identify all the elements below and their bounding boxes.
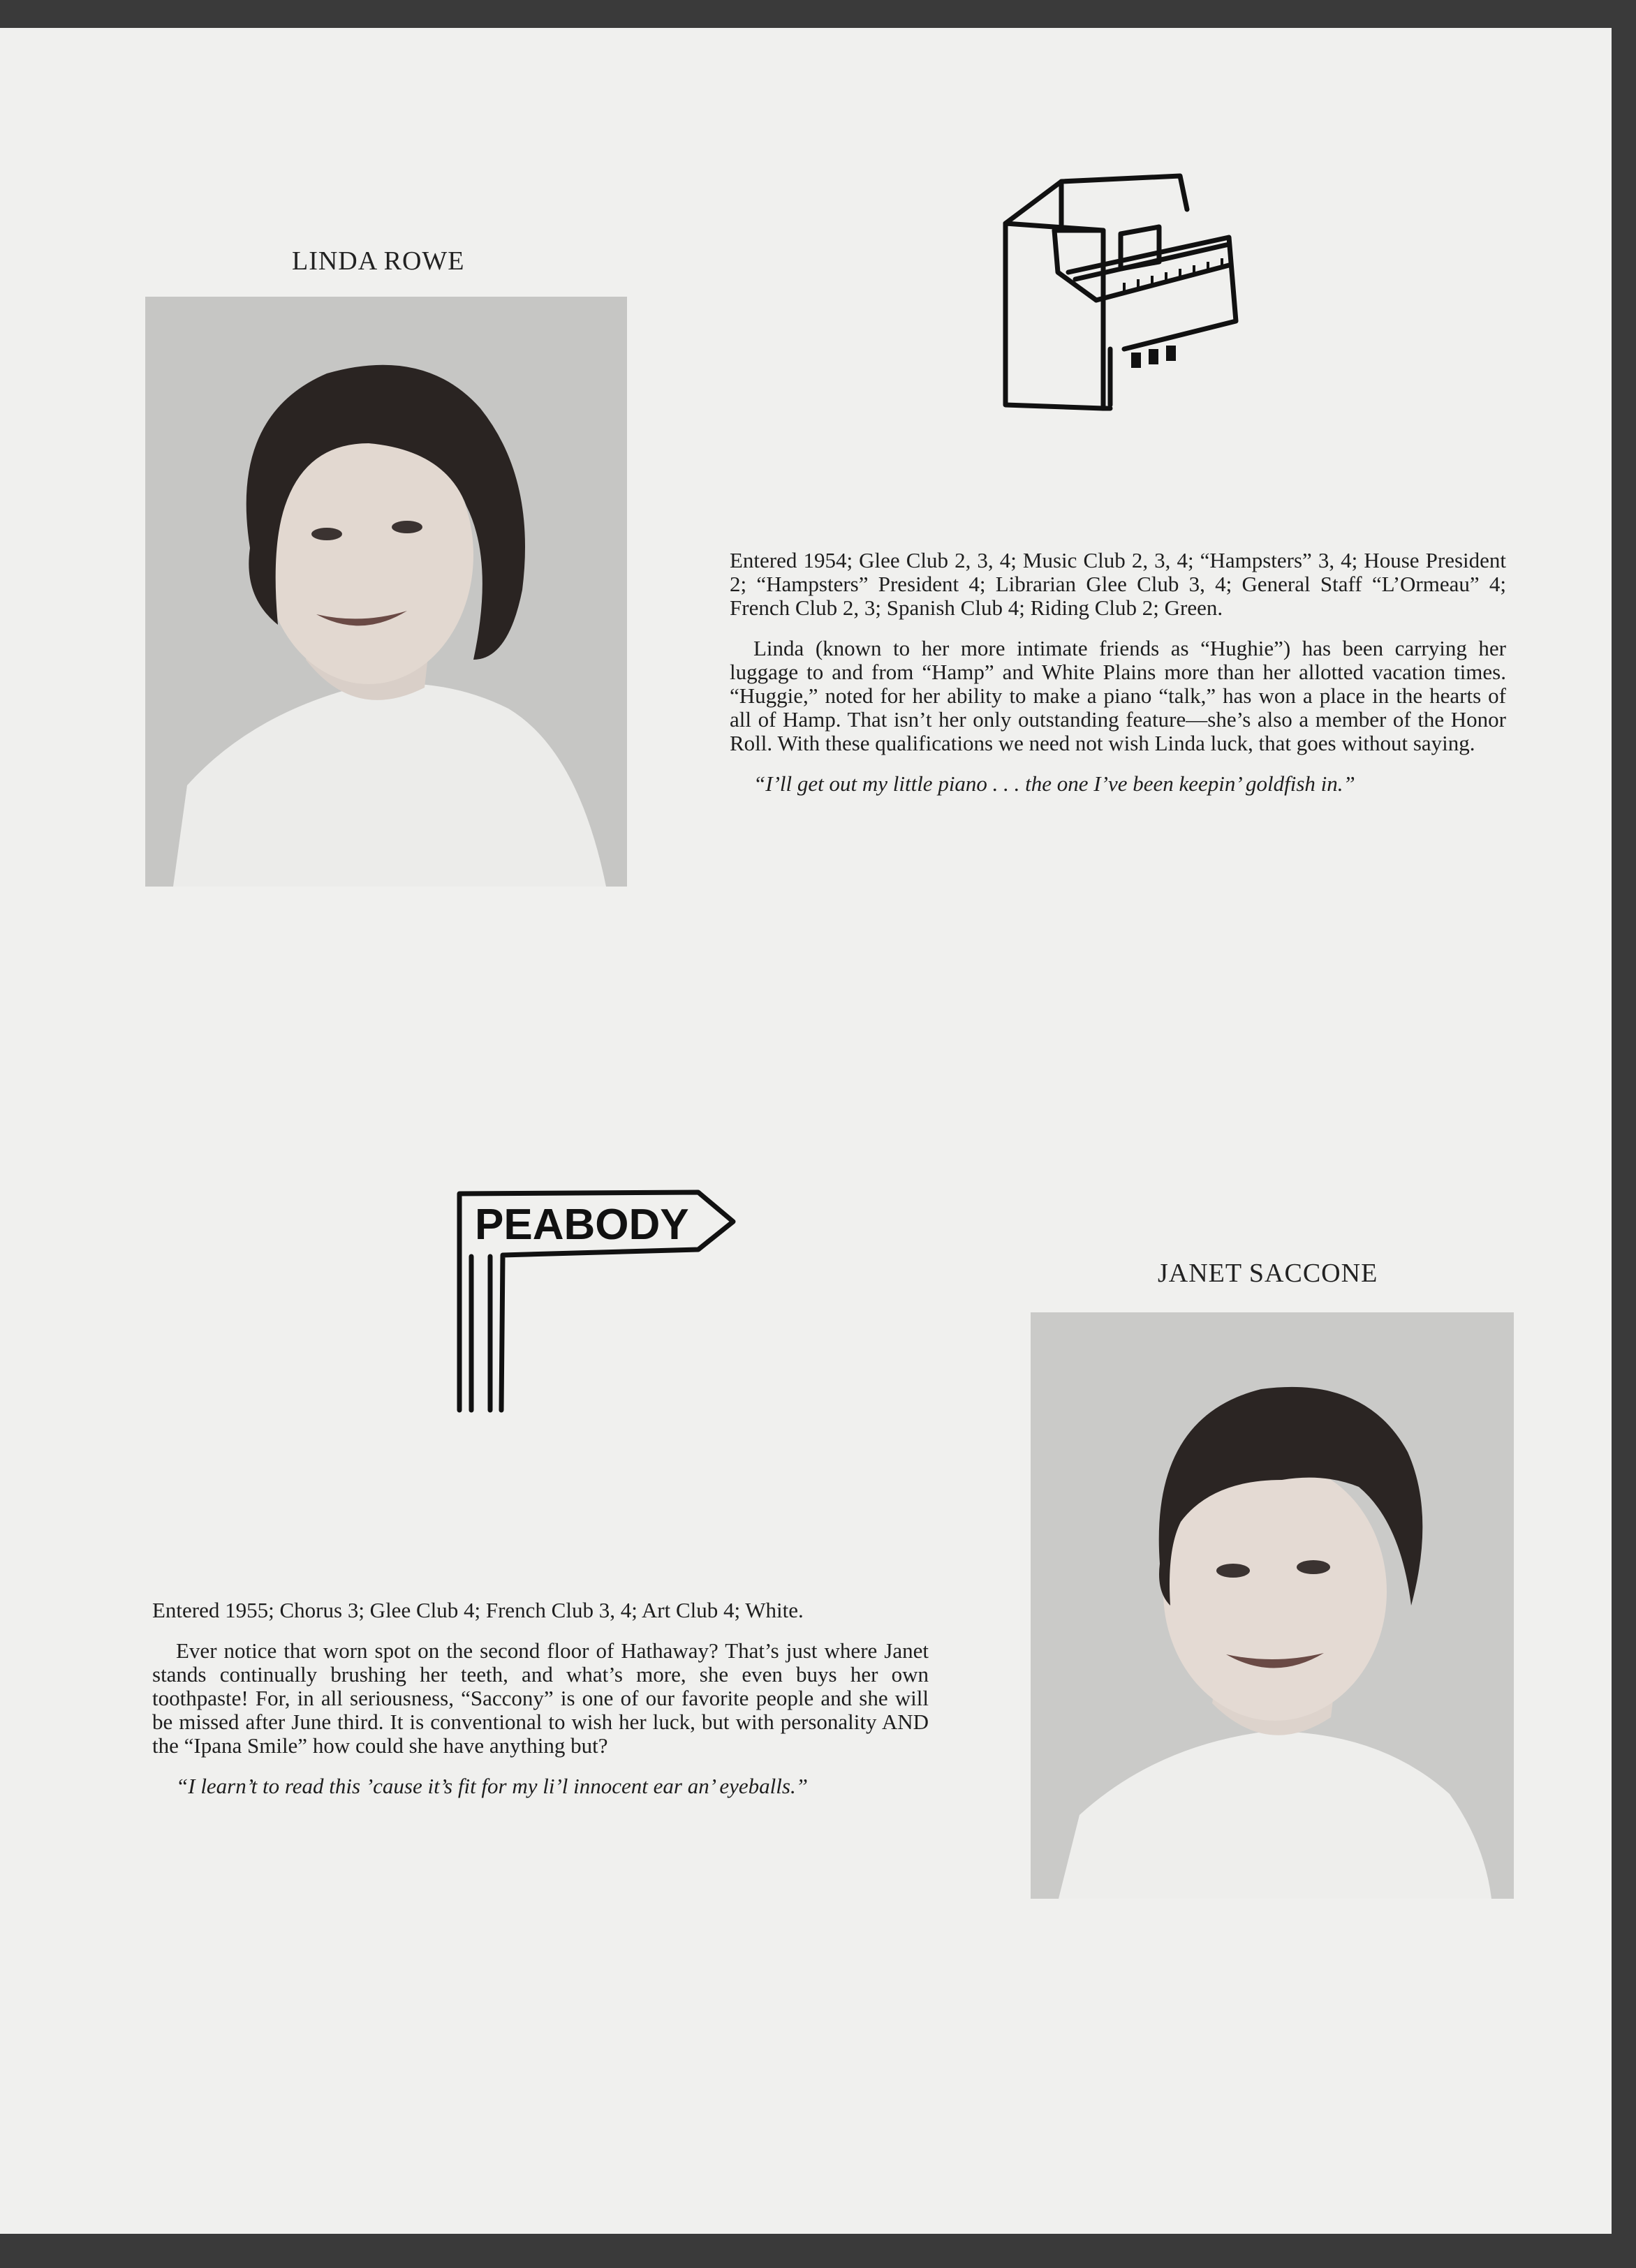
peabody-signpost-sketch (447, 1180, 740, 1417)
linda-text (730, 549, 1506, 813)
signpost-label: PEABODY (475, 1201, 689, 1249)
linda-bio: Linda (known to her more intimate friends as “Hughie”) has been carrying her luggage to and from “Hamp” and White Plains more than her allotted vacation times. “Huggie,” noted for her ability to make a piano “talk,” has won a place in the hearts of all of Hamp. That isn’t her only outstanding feature—she’s also a member of the Honor Roll. With these qualifications we need not wish Linda luck, that goes without saying. (730, 636, 1506, 755)
yearbook-page (0, 28, 1612, 2234)
janet-bio: Ever notice that worn spot on the second floor of Hathaway? That’s just where Janet stands continually brushing her teeth, and what’s more, she even buys her own toothpaste! For, in all seriousness, “Saccony” is one of our favorite people and she will be missed after June third. It is conventional to wish her luck, but with personality AND the “Ipana Smile” how could she have anything but? (152, 1638, 929, 1758)
janet-text (152, 1599, 929, 1815)
student-name-linda: LINDA ROWE (292, 246, 465, 276)
linda-quote: “I’ll get out my little piano . . . the one I’ve been keepin’ goldfish in.” (753, 771, 1355, 796)
janet-activities: Entered 1955; Chorus 3; Glee Club 4; French Club 3, 4; Art Club 4; White. (152, 1598, 804, 1622)
portrait-linda (145, 297, 627, 887)
student-name-janet: JANET SACCONE (1158, 1259, 1378, 1288)
portrait-janet (1031, 1312, 1514, 1899)
linda-activities: Entered 1954; Glee Club 2, 3, 4; Music Club 2, 3, 4; “Hampsters” 3, 4; House President 2; “Hampsters” President 4; Librarian Glee Club 3, 4; General Staff “L’Ormeau” 4; French Club 2, 3; Spanish Club 4; Riding Club 2; Green. (730, 548, 1506, 620)
janet-quote: “I learn’t to read this ’cause it’s fit for my li’l innocent ear an’ eyeballs.” (176, 1774, 808, 1798)
piano-sketch (998, 168, 1243, 419)
